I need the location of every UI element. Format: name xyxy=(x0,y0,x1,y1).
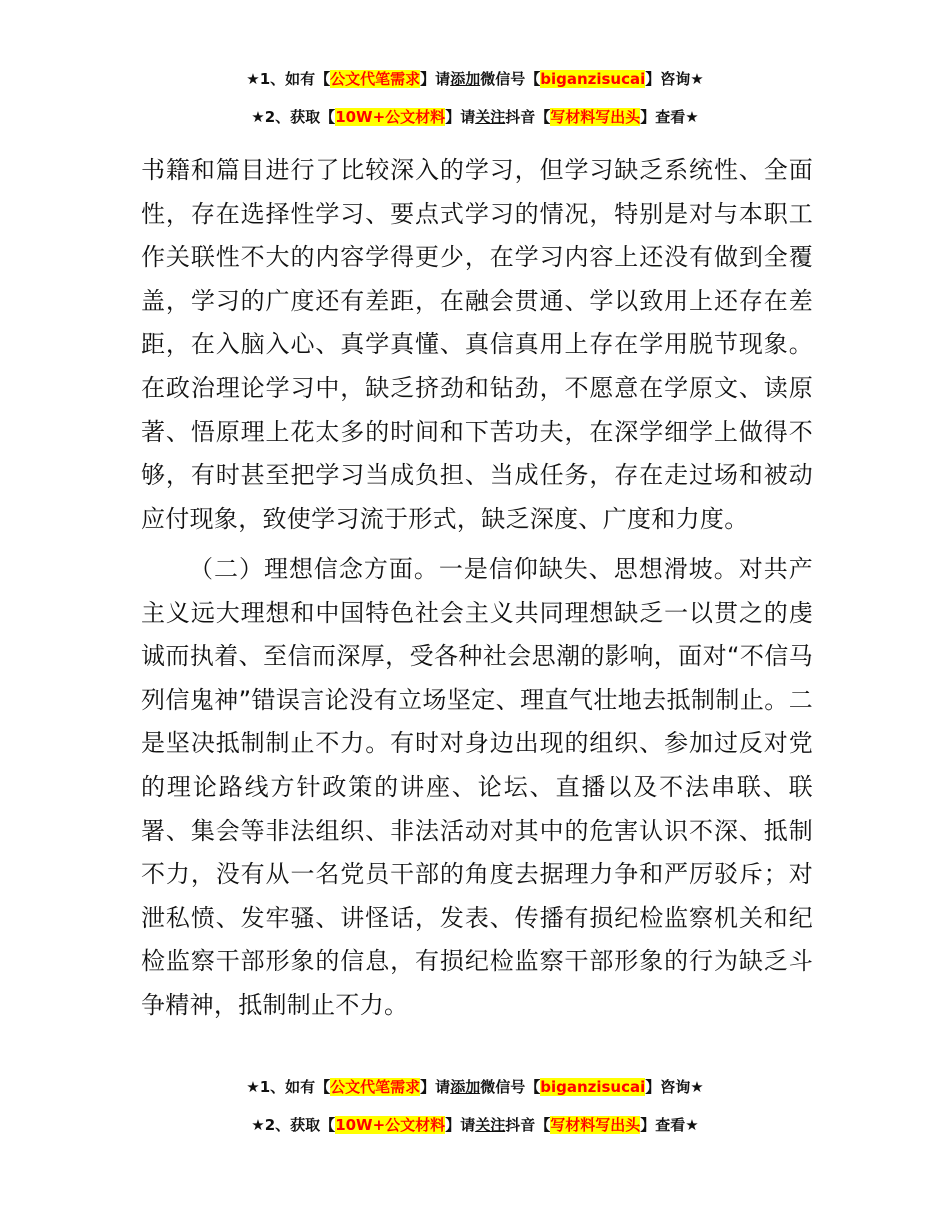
body-paragraph-study-shortcomings: 书籍和篇目进行了比较深入的学习，但学习缺乏系统性、全面性，存在选择性学习、要点式学习的情况，特别是对与本职工作关联性不大的内容学得更少，在学习内容上还没有做到全覆盖，学习的广度还有差距，在融会贯通、学以致用上还存在差距，在入脑入心、真学真懂、真信真用上存在学用脱节现象。在政治理论学习中，缺乏挤劲和钻劲，不愿意在学原文、读原著、悟原理上花太多的时间和下苦功夫，在深学细学上做得不够，有时甚至把学习当成负担、当成任务，存在走过场和被动应付现象，致使学习流于形式，缺乏深度、广度和力度。 xyxy=(141,156,813,533)
promo-highlight-douyin-account: 写材料写出头 xyxy=(550,1116,641,1134)
promo-text: 抖音【 xyxy=(505,108,551,126)
promo-text: 】请 xyxy=(445,108,476,126)
promo-suffix: 】查看★ xyxy=(640,1116,699,1134)
promo-suffix: 】咨询★ xyxy=(645,1078,704,1096)
promo-highlight-wechat-id: biganzisucai xyxy=(540,70,646,88)
header-promo-line-2 xyxy=(0,106,950,128)
promo-prefix: ★1、如有【 xyxy=(246,1078,331,1096)
footer-promo-line-1 xyxy=(0,1076,950,1098)
promo-text: 】请 xyxy=(445,1116,476,1134)
promo-text: 】请 xyxy=(420,70,451,88)
promo-suffix: 】查看★ xyxy=(640,108,699,126)
promo-prefix: ★2、获取【 xyxy=(251,108,336,126)
header-promo-line-1 xyxy=(0,68,950,90)
promo-suffix: 】咨询★ xyxy=(645,70,704,88)
promo-highlight-materials: 10W+公文材料 xyxy=(335,1116,446,1134)
promo-text: 】请 xyxy=(420,1078,451,1096)
promo-highlight-materials: 10W+公文材料 xyxy=(335,108,446,126)
promo-text: 微信号【 xyxy=(480,1078,541,1096)
promo-prefix: ★2、获取【 xyxy=(251,1116,336,1134)
promo-underlined-word: 关注 xyxy=(475,108,506,126)
promo-highlight-service: 公文代笔需求 xyxy=(330,1078,421,1096)
promo-underlined-word: 添加 xyxy=(450,1078,481,1096)
promo-text: 微信号【 xyxy=(480,70,541,88)
promo-underlined-word: 添加 xyxy=(450,70,481,88)
promo-text: 抖音【 xyxy=(505,1116,551,1134)
promo-highlight-douyin-account: 写材料写出头 xyxy=(550,108,641,126)
footer-promo-line-2 xyxy=(0,1114,950,1136)
promo-underlined-word: 关注 xyxy=(475,1116,506,1134)
promo-prefix: ★1、如有【 xyxy=(246,70,331,88)
promo-highlight-wechat-id: biganzisucai xyxy=(540,1078,646,1096)
body-paragraph-ideals-beliefs: （二）理想信念方面。一是信仰缺失、思想滑坡。对共产主义远大理想和中国特色社会主义共同理想缺乏一以贯之的虔诚而执着、至信而深厚，受各种社会思潮的影响，面对“不信马列信鬼神”错误言论没有立场坚定、理直气壮地去抵制制止。二是坚决抵制制止不力。有时对身边出现的组织、参加过反对党的理论路线方针政策的讲座、论坛、直播以及不法串联、联署、集会等非法组织、非法活动对其中的危害认识不深、抵制不力，没有从一名党员干部的角度去据理力争和严厉驳斥；对泄私愤、发牢骚、讲怪话，发表、传播有损纪检监察机关和纪检监察干部形象的信息，有损纪检监察干部形象的行为缺乏斗争精神，抵制制止不力。 xyxy=(141,555,813,1019)
promo-highlight-service: 公文代笔需求 xyxy=(330,70,421,88)
